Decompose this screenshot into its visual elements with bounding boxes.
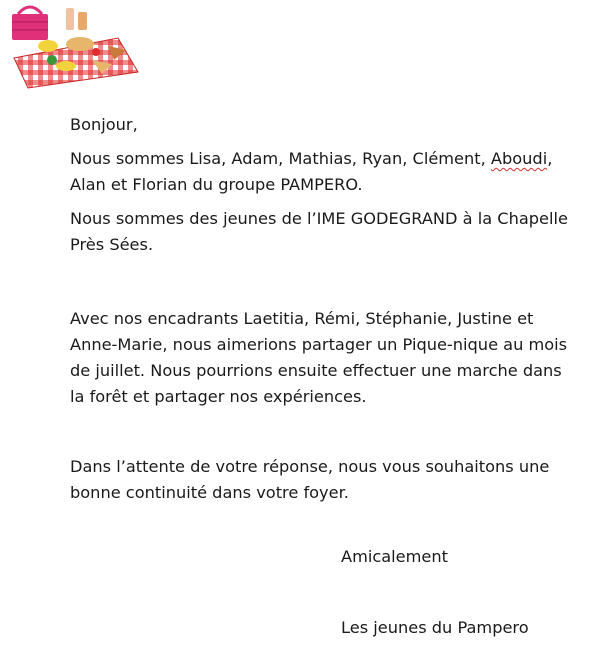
closing-wish-paragraph: Dans l’attente de votre réponse, nous vous souhaitons une bonne continuité dans votre foyer. <box>70 457 550 502</box>
ime-paragraph: Nous sommes des jeunes de l’IME GODEGRAND à la Chapelle Près Sées. <box>70 209 568 254</box>
intro-line-2: Alan et Florian du groupe PAMPERO. <box>70 175 363 194</box>
picnic-basket-icon <box>8 0 140 90</box>
greeting: Bonjour, <box>70 115 138 134</box>
closing: Amicalement <box>341 547 448 566</box>
picnic-illustration <box>8 0 140 90</box>
intro-comma: , <box>547 149 553 168</box>
activity-paragraph: Avec nos encadrants Laetitia, Rémi, Stéphanie, Justine et Anne-Marie, nous aimerions partager un Pique-nique au mois de juillet. Nous pourrions ensuite effectuer une marche dans la forêt et partager nos expériences. <box>70 309 568 406</box>
letter-body <box>70 112 570 506</box>
intro-text: Nous sommes Lisa, Adam, Mathias, Ryan, Clément, <box>70 149 491 168</box>
signature: Les jeunes du Pampero <box>341 618 529 637</box>
spellcheck-flagged-word: Aboudi <box>490 149 548 168</box>
intro-paragraph <box>70 146 570 198</box>
